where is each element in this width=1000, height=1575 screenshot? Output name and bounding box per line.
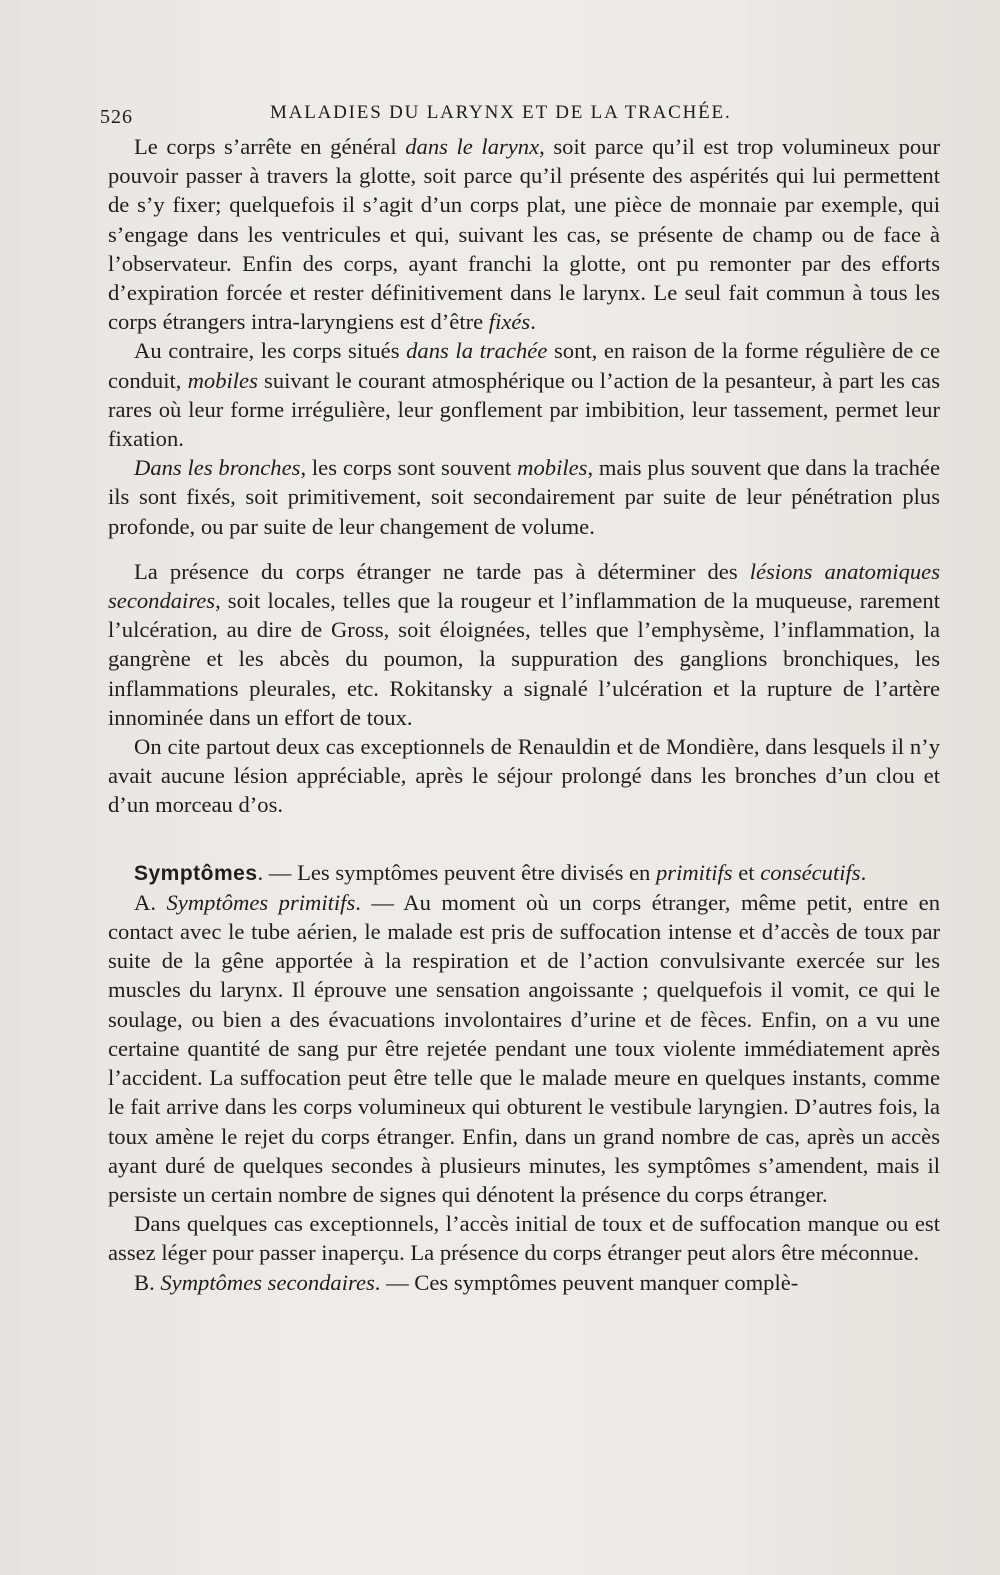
text-run: . — Ces symptômes peuvent manquer complè- xyxy=(374,1269,799,1295)
italic-text: primitifs xyxy=(656,859,733,885)
paragraph xyxy=(108,858,940,888)
text-run: Dans quelques cas exceptionnels, l’accès initial de toux et de suffocation manque ou est assez léger pour passer inaperçu. La présence du corps étranger peut alors être méconnue. xyxy=(108,1211,940,1266)
paragraph xyxy=(108,1209,940,1267)
italic-text: consécutifs xyxy=(760,859,861,885)
text-run: , soit parce qu’il est trop volumineux pour pouvoir passer à travers la glotte, soit parce qu’il présente des aspérités qui lui permettent de s’y fixer; quelquefois il s’agit d’un corps plat, une pièce de monnaie par exemple, qui s’engage dans les ventricules et qui, suivant les cas, se présente de champ ou de face à l’observateur. Enfin des corps, ayant franchi la glotte, ont pu remonter par des efforts d’expiration forcée et rester définitivement dans le larynx. Le seul fait commun à tous les corps étrangers intra-laryngiens est d’être xyxy=(108,134,940,335)
text-run: , les corps sont souvent xyxy=(300,455,518,481)
text-run: suivant le courant atmosphérique ou l’action de la pesanteur, à part les cas rares où leur forme irrégulière, leur gonflement par imbibition, leur tassement, permet leur fixation. xyxy=(108,367,940,452)
text-run: . — Les symptômes peuvent être divisés en xyxy=(257,859,656,885)
text-run: et xyxy=(732,859,761,885)
text-run: sont, en raison de la forme régulière de ce conduit, xyxy=(108,338,940,393)
page-number: 526 xyxy=(100,106,133,128)
italic-text: lésions anatomiques secondaires xyxy=(108,558,940,614)
italic-text: fixés xyxy=(488,309,531,335)
paragraph xyxy=(108,557,940,732)
paragraph xyxy=(108,732,940,820)
text-run: . — Au moment où un corps étranger, même petit, entre en contact avec le tube aérien, le malade est pris de suffocation intense et d’accès de toux par suite de la gêne apportée à la respiration et de l’action convulsivante exercée sur les muscles du larynx. Il éprouve une sensation angoissante ; quelquefois il vomit, ce qui le soulage, ou bien a des évacuations involontaires d’urine et de fèces. Enfin, on a vu une certaine quantité de sang pur être rejetée pendant une toux violente immédiatement après l’accident. La suffocation peut être telle que le malade meure en quelques instants, comme le fait arrive dans les corps volumineux qui obturent le vestibule laryngien. D’autres fois, la toux amène le rejet du corps étranger. Enfin, dans un grand nombre de cas, après un accès ayant duré de quelques secondes à plusieurs minutes, les symptômes s’amendent, mais il persiste un certain nombre de signes qui dénotent la présence du corps étranger. xyxy=(108,889,941,1207)
paragraph xyxy=(108,336,940,453)
running-title: MALADIES DU LARYNX ET DE LA TRACHÉE. xyxy=(270,102,732,123)
italic-text: Symptômes primitifs xyxy=(166,889,356,915)
section-heading: Symptômes xyxy=(134,861,258,885)
italic-text: dans le larynx xyxy=(405,134,540,159)
text-run: . xyxy=(860,859,867,885)
text-run: . xyxy=(530,309,536,335)
paragraph xyxy=(108,888,940,1209)
text-run: , mais plus souvent que dans la trachée ils sont fixés, soit primitivement, soit secondairement par suite de leur pénétration plus profonde, ou par suite de leur changement de volume. xyxy=(108,455,940,539)
running-head xyxy=(100,100,910,130)
text-run: On cite partout deux cas exceptionnels de Renauldin et de Mondière, dans lesquels il n’y avait aucune lésion appréciable, après le séjour prolongé dans les bronches d’un clou et d’un morceau d’os. xyxy=(108,734,940,818)
italic-text: mobiles xyxy=(517,455,588,481)
text-run: Au contraire, les corps situés xyxy=(134,338,407,364)
italic-text: Symptômes secondaires xyxy=(160,1269,375,1295)
text-run: , soit locales, telles que la rougeur et l’inflammation de la muqueuse, rarement l’ulcération, au dire de Gross, soit éloignées, telles que l’emphysème, l’inflammation, la gangrène et les abcès du poumon, la suppuration des ganglions bronchiques, les inflammations pleurales, etc. Rokitansky a signalé l’ulcération et la rupture de l’artère innominée dans un effort de toux. xyxy=(108,588,940,730)
text-run: B. xyxy=(134,1269,161,1295)
body-text xyxy=(108,132,940,1297)
italic-text: mobiles xyxy=(187,367,258,393)
text-run: La présence du corps étranger ne tarde pas à déterminer des xyxy=(134,558,750,584)
paragraph xyxy=(108,132,940,336)
italic-text: dans la trachée xyxy=(406,338,548,364)
paragraph xyxy=(108,1268,940,1297)
text-run: Le corps s’arrête en général xyxy=(134,134,406,159)
paragraph xyxy=(108,453,940,541)
text-run: A. xyxy=(134,889,167,915)
italic-text: Dans les bronches xyxy=(134,455,301,481)
